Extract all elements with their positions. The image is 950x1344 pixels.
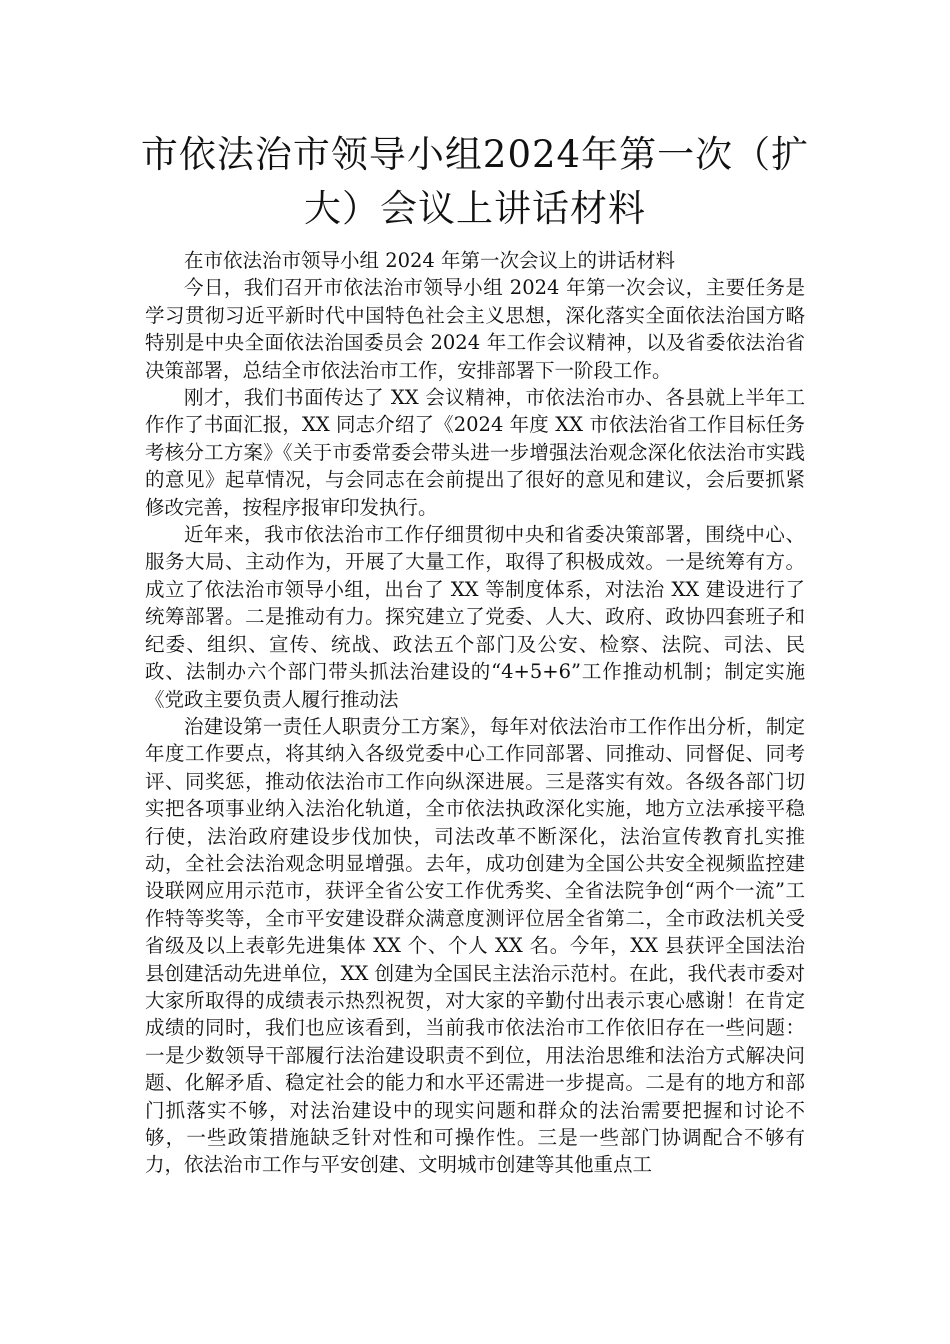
title-line-1: 市依法治市领导小组2024年第一次（扩 — [140, 133, 810, 176]
title-line-2: 大）会议上讲话材料 — [304, 187, 646, 230]
body-paragraph: 今日，我们召开市依法治市领导小组 2024 年第一次会议，主要任务是学习贯彻习近平新时代中国特色社会主义思想，深化落实全面依法治国方略特别是中央全面依法治国委员会 2024 年工作会议精神，以及省委依法治省决策部署，总结全市依法治市工作，安排部署下一阶段工作。 — [145, 276, 805, 382]
body-paragraph: 近年来，我市依法治市工作仔细贯彻中央和省委决策部署，围绕中心、服务大局、主动作为，开展了大量工作，取得了积极成效。一是统筹有方。成立了依法治市领导小组，出台了 XX 等制度体系，对法治 XX 建设进行了统筹部署。二是推动有力。探究建立了党委、人大、政府、政协四套班子和纪委、组织、宣传、统战、政法五个部门及公安、检察、法院、司法、民政、法制办六个部门带头抓法治建设的“4+5+6”工作推动机制；制定实施《党政主要负责人履行推动法 — [145, 523, 805, 711]
document-title — [130, 128, 820, 236]
document-body — [145, 247, 805, 1179]
subtitle-paragraph: 在市依法治市领导小组 2024 年第一次会议上的讲话材料 — [184, 249, 676, 272]
body-paragraph: 治建设第一责任人职责分工方案》，每年对依法治市工作作出分析，制定年度工作要点，将其纳入各级党委中心工作同部署、同推动、同督促、同考评、同奖惩，推动依法治市工作向纵深进展。三是落实有效。各级各部门切实把各项事业纳入法治化轨道，全市依法执政深化实施，地方立法承接平稳行使，法治政府建设步伐加快，司法改革不断深化，法治宣传教育扎实推动，全社会法治观念明显增强。去年，成功创建为全国公共安全视频监控建设联网应用示范市，获评全省公安工作优秀奖、全省法院争创“两个一流”工作特等奖等，全市平安建设群众满意度测评位居全省第二，全市政法机关受省级及以上表彰先进集体 XX 个、个人 XX 名。今年，XX 县获评全国法治县创建活动先进单位，XX 创建为全国民主法治示范村。在此，我代表市委对大家所取得的成绩表示热烈祝贺，对大家的辛勤付出表示衷心感谢！在肯定成绩的同时，我们也应该看到，当前我市依法治市工作依旧存在一些问题：一是少数领导干部履行法治建设职责不到位，用法治思维和法治方式解决问题、化解矛盾、稳定社会的能力和水平还需进一步提高。二是有的地方和部门抓落实不够，对法治建设中的现实问题和群众的法治需要把握和讨论不够，一些政策措施缺乏针对性和可操作性。三是一些部门协调配合不够有力，依法治市工作与平安创建、文明城市创建等其他重点工 — [145, 714, 805, 1177]
body-paragraph: 刚才，我们书面传达了 XX 会议精神，市依法治市办、各县就上半年工作作了书面汇报，XX 同志介绍了《2024 年度 XX 市依法治省工作目标任务考核分工方案》《关于市委常委会带头进一步增强法治观念深化依法治市实践的意见》起草情况，与会同志在会前提出了很好的意见和建议，会后要抓紧修改完善，按程序报审印发执行。 — [145, 386, 805, 519]
